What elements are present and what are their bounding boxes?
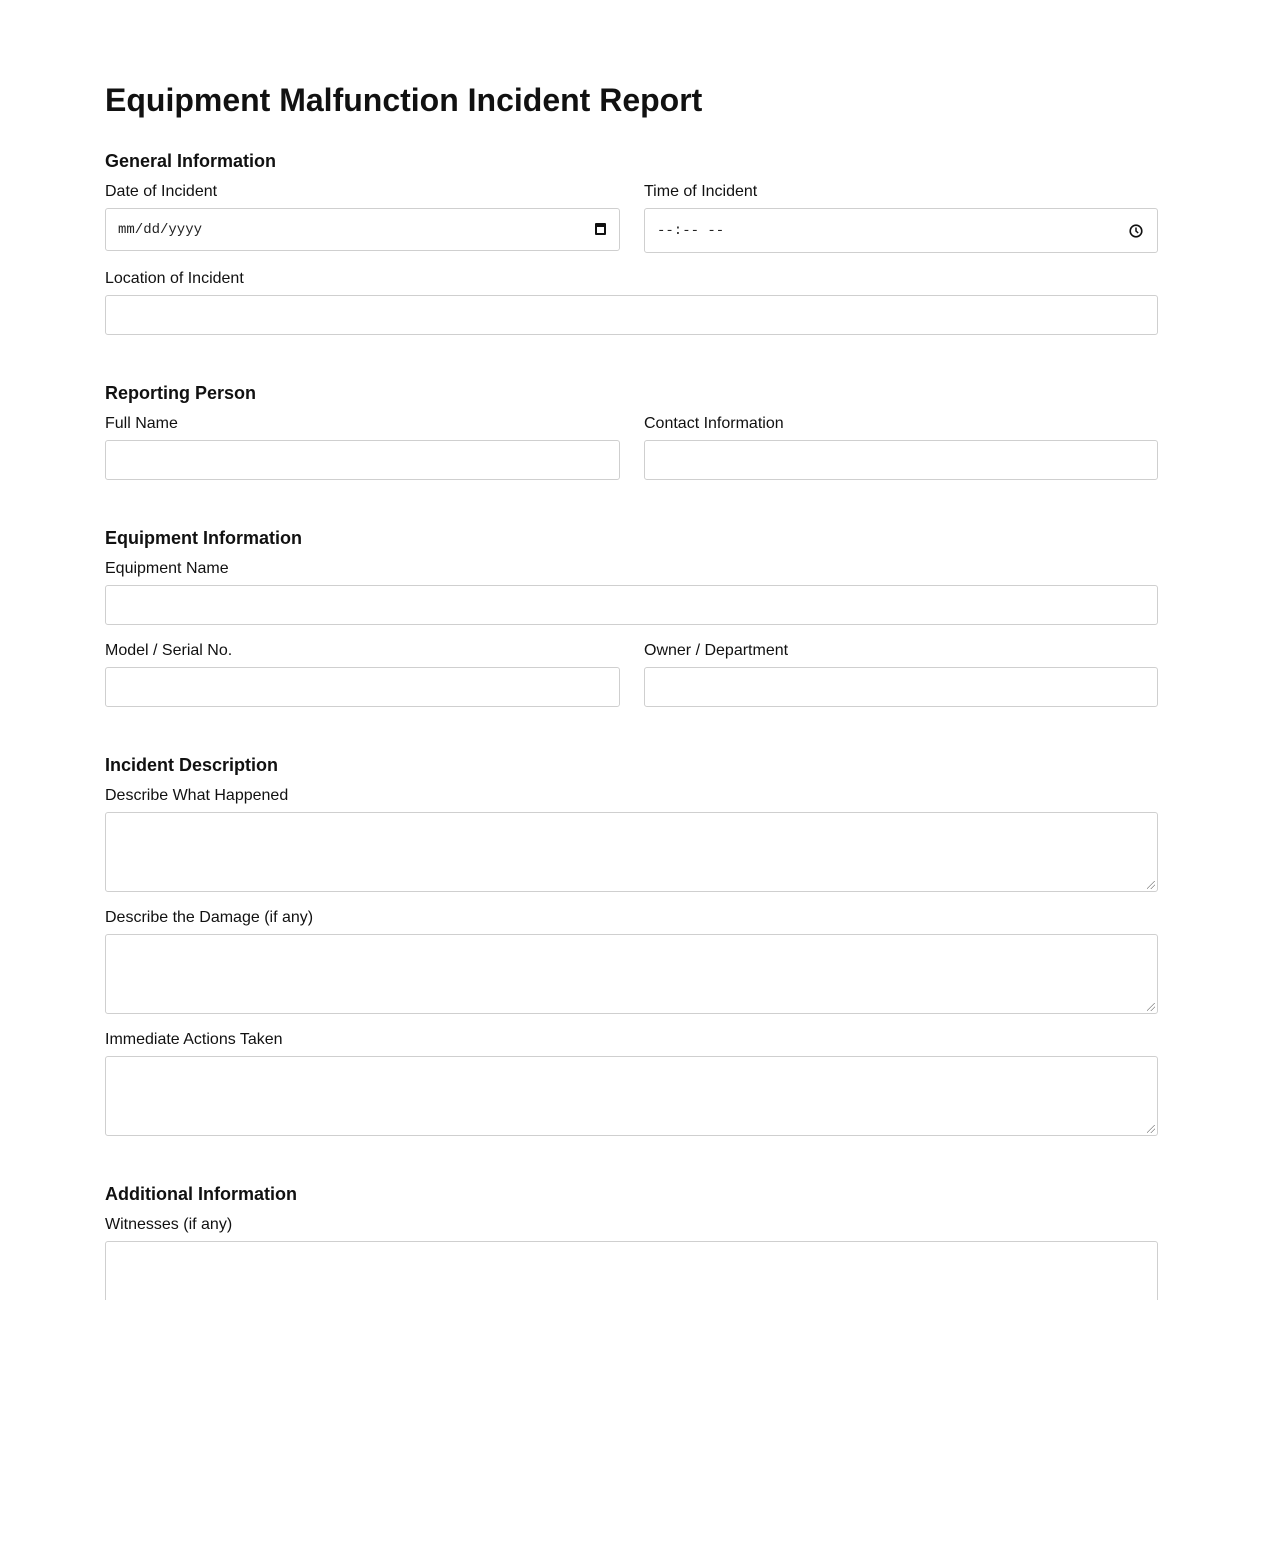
what-happened-textarea[interactable] [105,812,1158,892]
model-label: Model / Serial No. [105,642,233,659]
owner-input[interactable] [644,667,1158,707]
resize-handle-icon[interactable] [1147,1003,1155,1011]
contact-label: Contact Information [644,415,784,432]
clock-icon[interactable] [1129,224,1143,238]
time-placeholder: --:-- -- [657,223,725,239]
date-label: Date of Incident [105,183,218,200]
contact-input[interactable] [644,440,1158,480]
time-label: Time of Incident [644,183,758,200]
damage-label: Describe the Damage (if any) [105,909,314,926]
actions-textarea[interactable] [105,1056,1158,1136]
location-input[interactable] [105,295,1158,335]
equipment-name-label: Equipment Name [105,560,229,577]
section-heading-general: General Information [105,151,277,171]
full-name-label: Full Name [105,415,178,432]
actions-label: Immediate Actions Taken [105,1031,283,1048]
equipment-name-input[interactable] [105,585,1158,625]
calendar-icon[interactable] [595,223,606,235]
damage-textarea[interactable] [105,934,1158,1014]
date-input[interactable] [105,208,620,251]
witnesses-label: Witnesses (if any) [105,1216,233,1233]
section-heading-description: Incident Description [105,755,279,775]
viewport-clip [0,1300,1263,1545]
date-placeholder: mm/dd/yyyy [118,222,203,238]
model-input[interactable] [105,667,620,707]
what-happened-label: Describe What Happened [105,787,289,804]
resize-handle-icon[interactable] [1147,881,1155,889]
section-heading-equipment: Equipment Information [105,528,302,548]
page-title: Equipment Malfunction Incident Report [105,82,703,118]
owner-label: Owner / Department [644,642,789,659]
section-heading-additional: Additional Information [105,1184,297,1204]
full-name-input[interactable] [105,440,620,480]
location-label: Location of Incident [105,270,244,287]
section-heading-reporter: Reporting Person [105,383,257,403]
resize-handle-icon[interactable] [1147,1125,1155,1133]
time-input[interactable] [644,208,1158,253]
